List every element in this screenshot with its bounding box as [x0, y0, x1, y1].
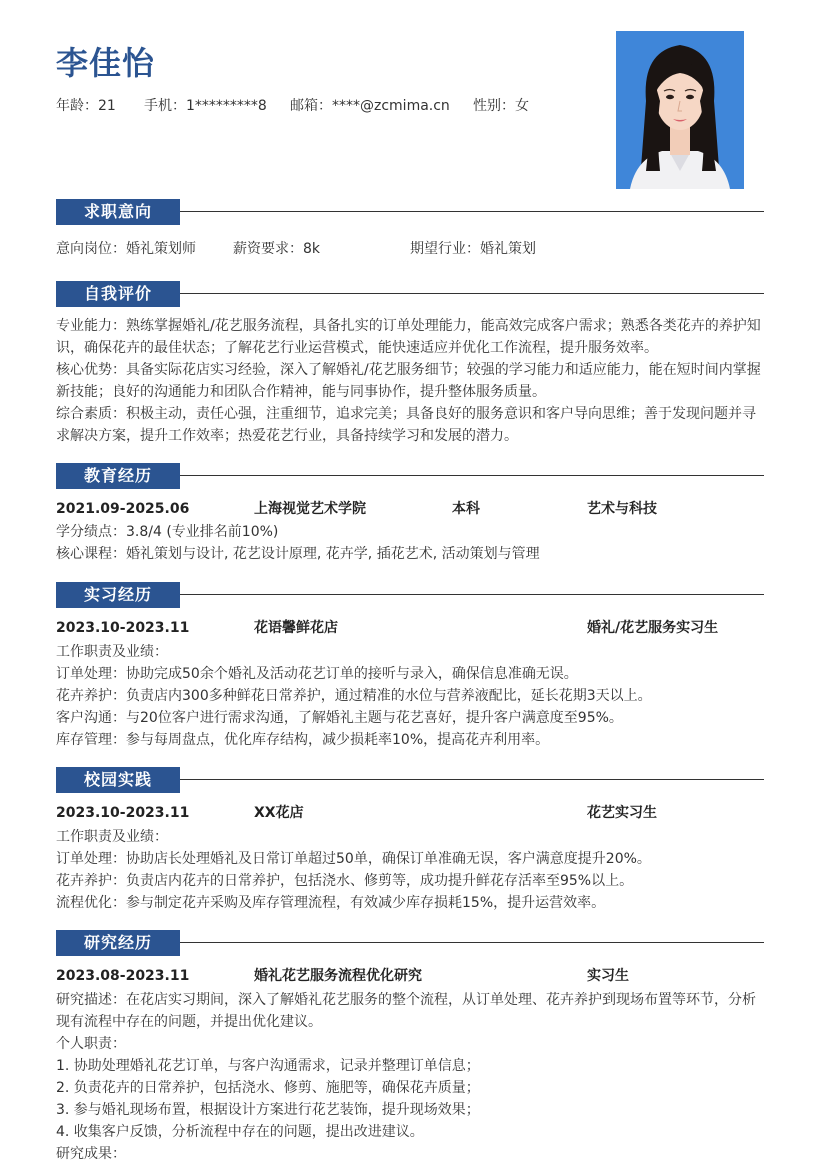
section-education-header	[56, 463, 764, 489]
list-item: 4. 收集客户反馈，分析流程中存在的问题，提出改进建议。	[56, 1124, 424, 1140]
education-courses: 核心课程：婚礼策划与设计, 花艺设计原理, 花卉学, 插花艺术, 活动策划与管理	[56, 546, 540, 562]
major: 艺术与科技	[587, 501, 657, 517]
expected-industry: 期望行业：婚礼策划	[410, 241, 536, 257]
research-result-label: 研究成果：	[56, 1146, 126, 1162]
section-divider	[180, 942, 764, 943]
internship-company: 花语馨鲜花店	[254, 620, 338, 636]
list-item: 1. 协助处理婚礼花艺订单，与客户沟通需求，记录并整理订单信息；	[56, 1058, 480, 1074]
self-eval-advantage: 核心优势：具备实际花店实习经验，深入了解婚礼/花艺服务细节；较强的学习能力和适应能力，能在短时间内掌握新技能；良好的沟通能力和团队合作精神，能与同事协作，提升整体服务质量。	[56, 362, 761, 400]
list-item: 流程优化：参与制定花卉采购及库存管理流程，有效减少库存损耗15%，提升运营效率。	[56, 895, 606, 911]
section-divider	[180, 211, 764, 212]
self-eval-quality: 综合素质：积极主动，责任心强，注重细节，追求完美；具备良好的服务意识和客户导向思维；善于发现问题并寻求解决方案，提升工作效率；热爱花艺行业，具备持续学习和发展的潜力。	[56, 406, 756, 444]
list-item: 工作职责及业绩：	[56, 829, 168, 845]
section-divider	[180, 779, 764, 780]
section-divider	[180, 594, 764, 595]
list-item: 花卉养护：负责店内300多种鲜花日常养护，通过精准的水位与营养液配比，延长花期3天以上。	[56, 688, 652, 704]
basic-info	[56, 95, 616, 115]
gender: 性别：女	[473, 98, 529, 114]
research-description: 研究描述：在花店实习期间，深入了解婚礼花艺服务的整个流程，从订单处理、花卉养护到现场布置等环节，分析现有流程中存在的问题，并提出优化建议。	[56, 992, 756, 1030]
section-title: 求职意向	[56, 199, 180, 225]
list-item: 客户沟通：与20位客户进行需求沟通，了解婚礼主题与花艺喜好，提升客户满意度至95%。	[56, 710, 623, 726]
section-internship-header	[56, 582, 764, 608]
salary-expectation: 薪资要求：8k	[233, 241, 321, 257]
section-title: 校园实践	[56, 767, 180, 793]
research-duty-label: 个人职责：	[56, 1036, 126, 1052]
campus-date: 2023.10-2023.11	[56, 805, 190, 821]
research-project: 婚礼花艺服务流程优化研究	[254, 968, 422, 984]
intended-position: 意向岗位：婚礼策划师	[56, 241, 196, 257]
school-name: 上海视觉艺术学院	[254, 501, 366, 517]
section-divider	[180, 475, 764, 476]
list-item: 订单处理：协助店长处理婚礼及日常订单超过50单，确保订单准确无误，客户满意度提升20%。	[56, 851, 651, 867]
research-role: 实习生	[587, 968, 629, 984]
section-campus-header	[56, 767, 764, 793]
section-divider	[180, 293, 764, 294]
campus-role: 花艺实习生	[587, 805, 657, 821]
education-date: 2021.09-2025.06	[56, 501, 190, 517]
list-item: 花卉养护：负责店内花卉的日常养护，包括浇水、修剪等，成功提升鲜花存活率至95%以上。	[56, 873, 634, 889]
list-item: 3. 参与婚礼现场布置，根据设计方案进行花艺装饰，提升现场效果；	[56, 1102, 480, 1118]
internship-date: 2023.10-2023.11	[56, 620, 190, 636]
section-title: 研究经历	[56, 930, 180, 956]
phone: 手机：1*********8	[144, 98, 267, 114]
profile-photo	[616, 31, 744, 189]
list-item: 2. 负责花卉的日常养护，包括浇水、修剪、施肥等，确保花卉质量；	[56, 1080, 480, 1096]
education-gpa: 学分绩点：3.8/4 (专业排名前10%)	[56, 524, 279, 540]
self-eval-professional: 专业能力：熟练掌握婚礼/花艺服务流程，具备扎实的订单处理能力，能高效完成客户需求；熟悉各类花卉的养护知识，确保花卉的最佳状态；了解花艺行业运营模式，能快速适应并优化工作流程，提升服务效率。	[56, 318, 761, 356]
section-intention-header	[56, 199, 764, 225]
campus-company: XX花店	[254, 805, 304, 821]
internship-role: 婚礼/花艺服务实习生	[587, 620, 719, 636]
email: 邮箱：****@zcmima.cn	[290, 98, 450, 114]
research-date: 2023.08-2023.11	[56, 968, 190, 984]
section-research-header	[56, 930, 764, 956]
candidate-name: 李佳怡	[56, 44, 156, 82]
section-self-header	[56, 281, 764, 307]
section-title: 实习经历	[56, 582, 180, 608]
list-item: 工作职责及业绩：	[56, 644, 168, 660]
age: 年龄：21	[56, 98, 116, 114]
section-title: 教育经历	[56, 463, 180, 489]
degree: 本科	[452, 501, 480, 517]
list-item: 订单处理：协助完成50余个婚礼及活动花艺订单的接听与录入，确保信息准确无误。	[56, 666, 578, 682]
section-title: 自我评价	[56, 281, 180, 307]
list-item: 库存管理：参与每周盘点，优化库存结构，减少损耗率10%，提高花卉利用率。	[56, 732, 550, 748]
